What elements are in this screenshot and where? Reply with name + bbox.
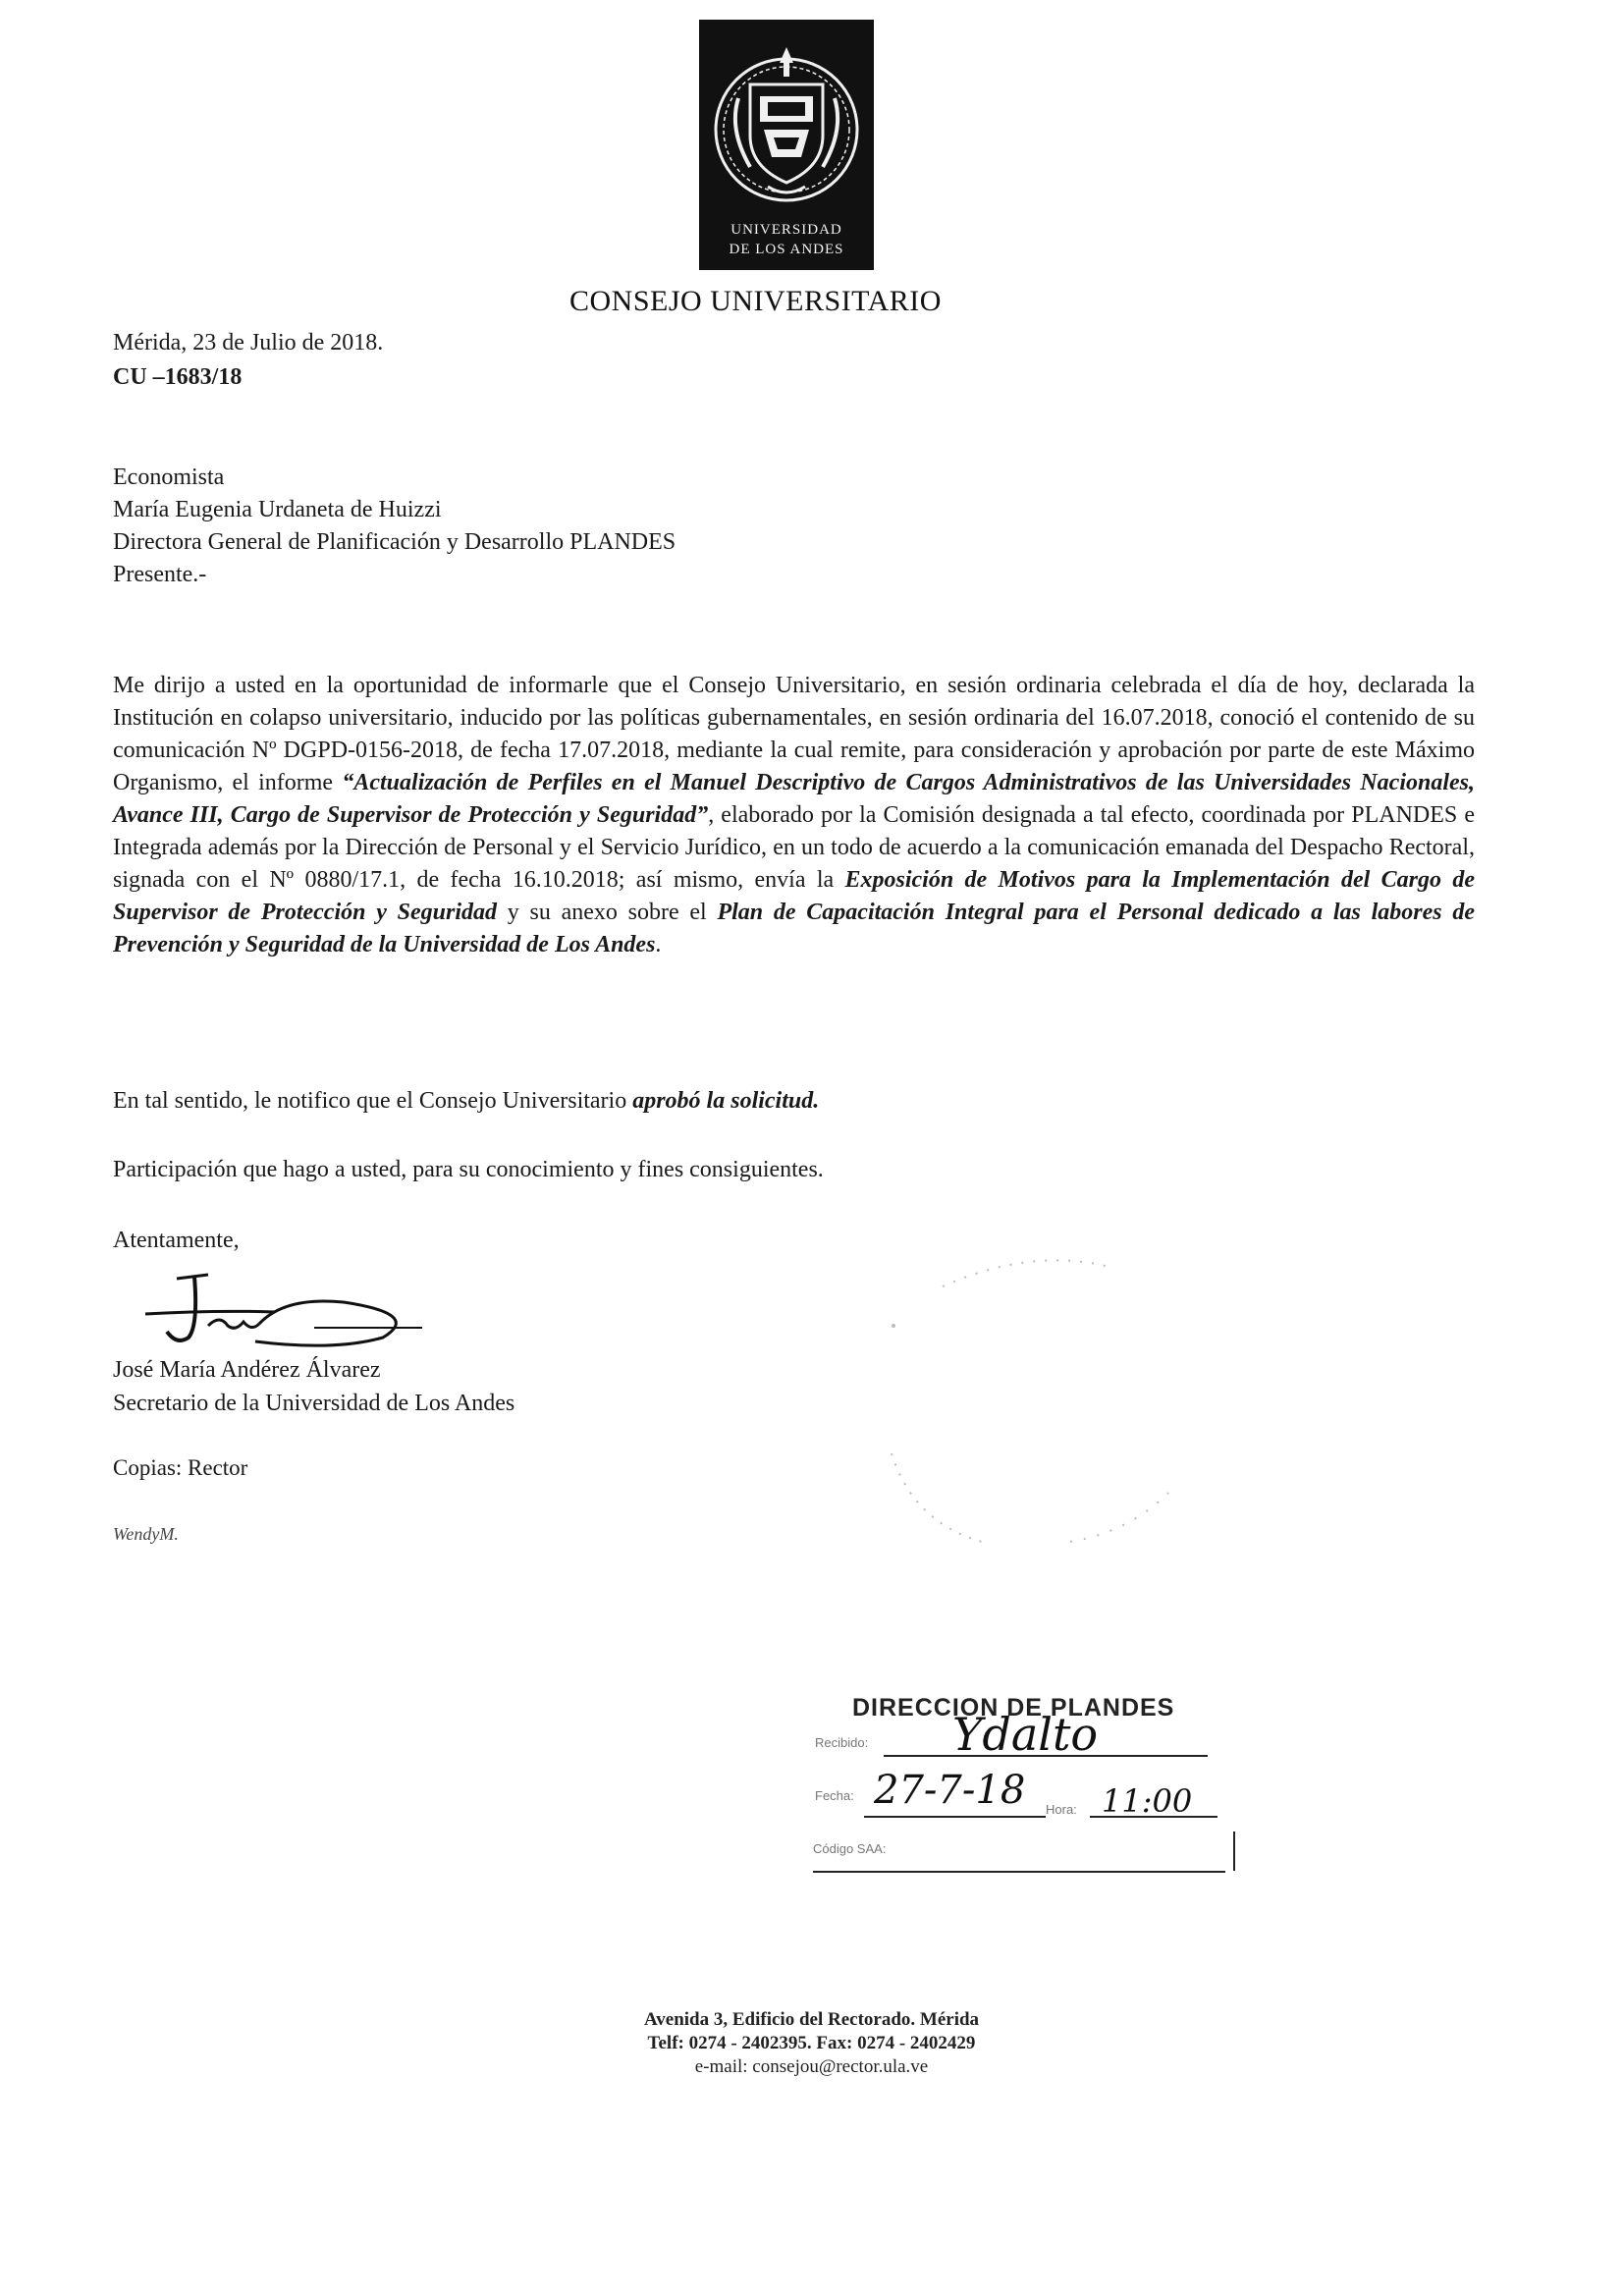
stamp-code-label: Código SAA: [813,1841,887,1856]
stamp-received-value: Ydalto [952,1708,1099,1761]
logo-text-line2: DE LOS ANDES [729,242,844,257]
university-logo [699,20,874,270]
faint-seal-icon [874,1247,1227,1561]
approval-text: En tal sentido, le notifico que el Consejo Universitario [113,1088,633,1114]
footer-email: e-mail: consejou@rector.ula.ve [694,2056,929,2077]
signer-title: Secretario de la Universidad de Los Andes [113,1391,515,1416]
stamp-line-received [884,1755,1208,1757]
recipient-greeting: Presente.- [113,562,207,587]
participation-paragraph: Participación que hago a usted, para su conocimiento y fines consiguientes. [113,1157,824,1182]
body-text-2: , elaborado por la Comisión designada a tal efecto, coordinada por PLANDES e Integrada además por la Dirección de Personal y el Servicio Jurídico, en un todo de acuerdo a la comunicación emanada del Despacho Rectoral, signada con el Nº 0880/17.1, de fecha 16.10.2018; así mismo, envía la [113,802,1475,893]
footer-address: Avenida 3, Edificio del Rectorado. Mérida [643,2009,980,2030]
university-seal-icon [699,20,874,221]
body-text-1: Me dirijo a usted en la oportunidad de informarle que el Consejo Universitario, en sesión ordinaria celebrada el día de hoy, declarada la Institución en colapso universitario, inducido por las políticas gubernamentales, en sesión ordinaria del 16.07.2018, conoció el contenido de su comunicación Nº DGPD-0156-2018, de fecha 17.07.2018, mediante la cual remite, para consideración y aprobación por parte de este Máximo Organismo, el informe [113,673,1475,795]
signer-name: José María Andérez Álvarez [113,1357,381,1383]
council-title: CONSEJO UNIVERSITARIO [569,285,942,317]
closing: Atentamente, [113,1228,240,1253]
body-emph-motives: Exposición de Motivos para la Implementación del Cargo de Supervisor de Protección y Seguridad [113,867,1475,925]
footer-phones: Telf: 0274 - 2402395. Fax: 0274 - 2402429 [647,2033,976,2053]
body-text-3: y su anexo sobre el [497,900,718,925]
recipient-name: María Eugenia Urdaneta de Huizzi [113,497,442,522]
recipient-profession: Economista [113,465,225,490]
letter-date: Mérida, 23 de Julio de 2018. [113,330,384,355]
body-emph-report-title: “Actualización de Perfiles en el Manuel Descriptivo de Cargos Administrativos de las Universidades Nacionales, Avance III, Cargo de Supervisor de Protección y Seguridad” [113,770,1476,828]
stamp-title: DIRECCION DE PLANDES [852,1694,1175,1722]
stamp-date-label: Fecha: [815,1788,854,1803]
logo-text-line1: UNIVERSIDAD [730,222,842,238]
stamp-border-right [1233,1831,1235,1871]
letter-reference: CU –1683/18 [113,364,243,390]
approval-paragraph [113,1084,819,1118]
stamp-received-label: Recibido: [815,1735,869,1750]
copies-line: Copias: Rector [113,1455,248,1480]
reception-stamp [805,1694,1237,1881]
body-emph-plan: Plan de Capacitación Integral para el Personal dedicado a las labores de Prevención y Seguridad de la Universidad de Los Andes [113,900,1476,957]
letter-body [113,670,1475,961]
stamp-line-code [813,1871,1225,1873]
recipient-block [113,462,676,591]
approval-emph: aprobó la solicitud. [632,1088,820,1114]
body-text-4: . [655,932,662,957]
typist-initials: WendyM. [113,1524,179,1544]
recipient-position: Directora General de Planificación y Desarrollo PLANDES [113,529,676,555]
stamp-line-hour [1090,1816,1217,1818]
letterhead-footer [0,2008,1623,2079]
stamp-date-value: 27-7-18 [874,1768,1026,1813]
handwritten-signature-icon [137,1267,432,1365]
stamp-hour-label: Hora: [1046,1802,1077,1817]
stamp-line-date [864,1816,1046,1818]
stamp-hour-value: 11:00 [1102,1782,1193,1820]
